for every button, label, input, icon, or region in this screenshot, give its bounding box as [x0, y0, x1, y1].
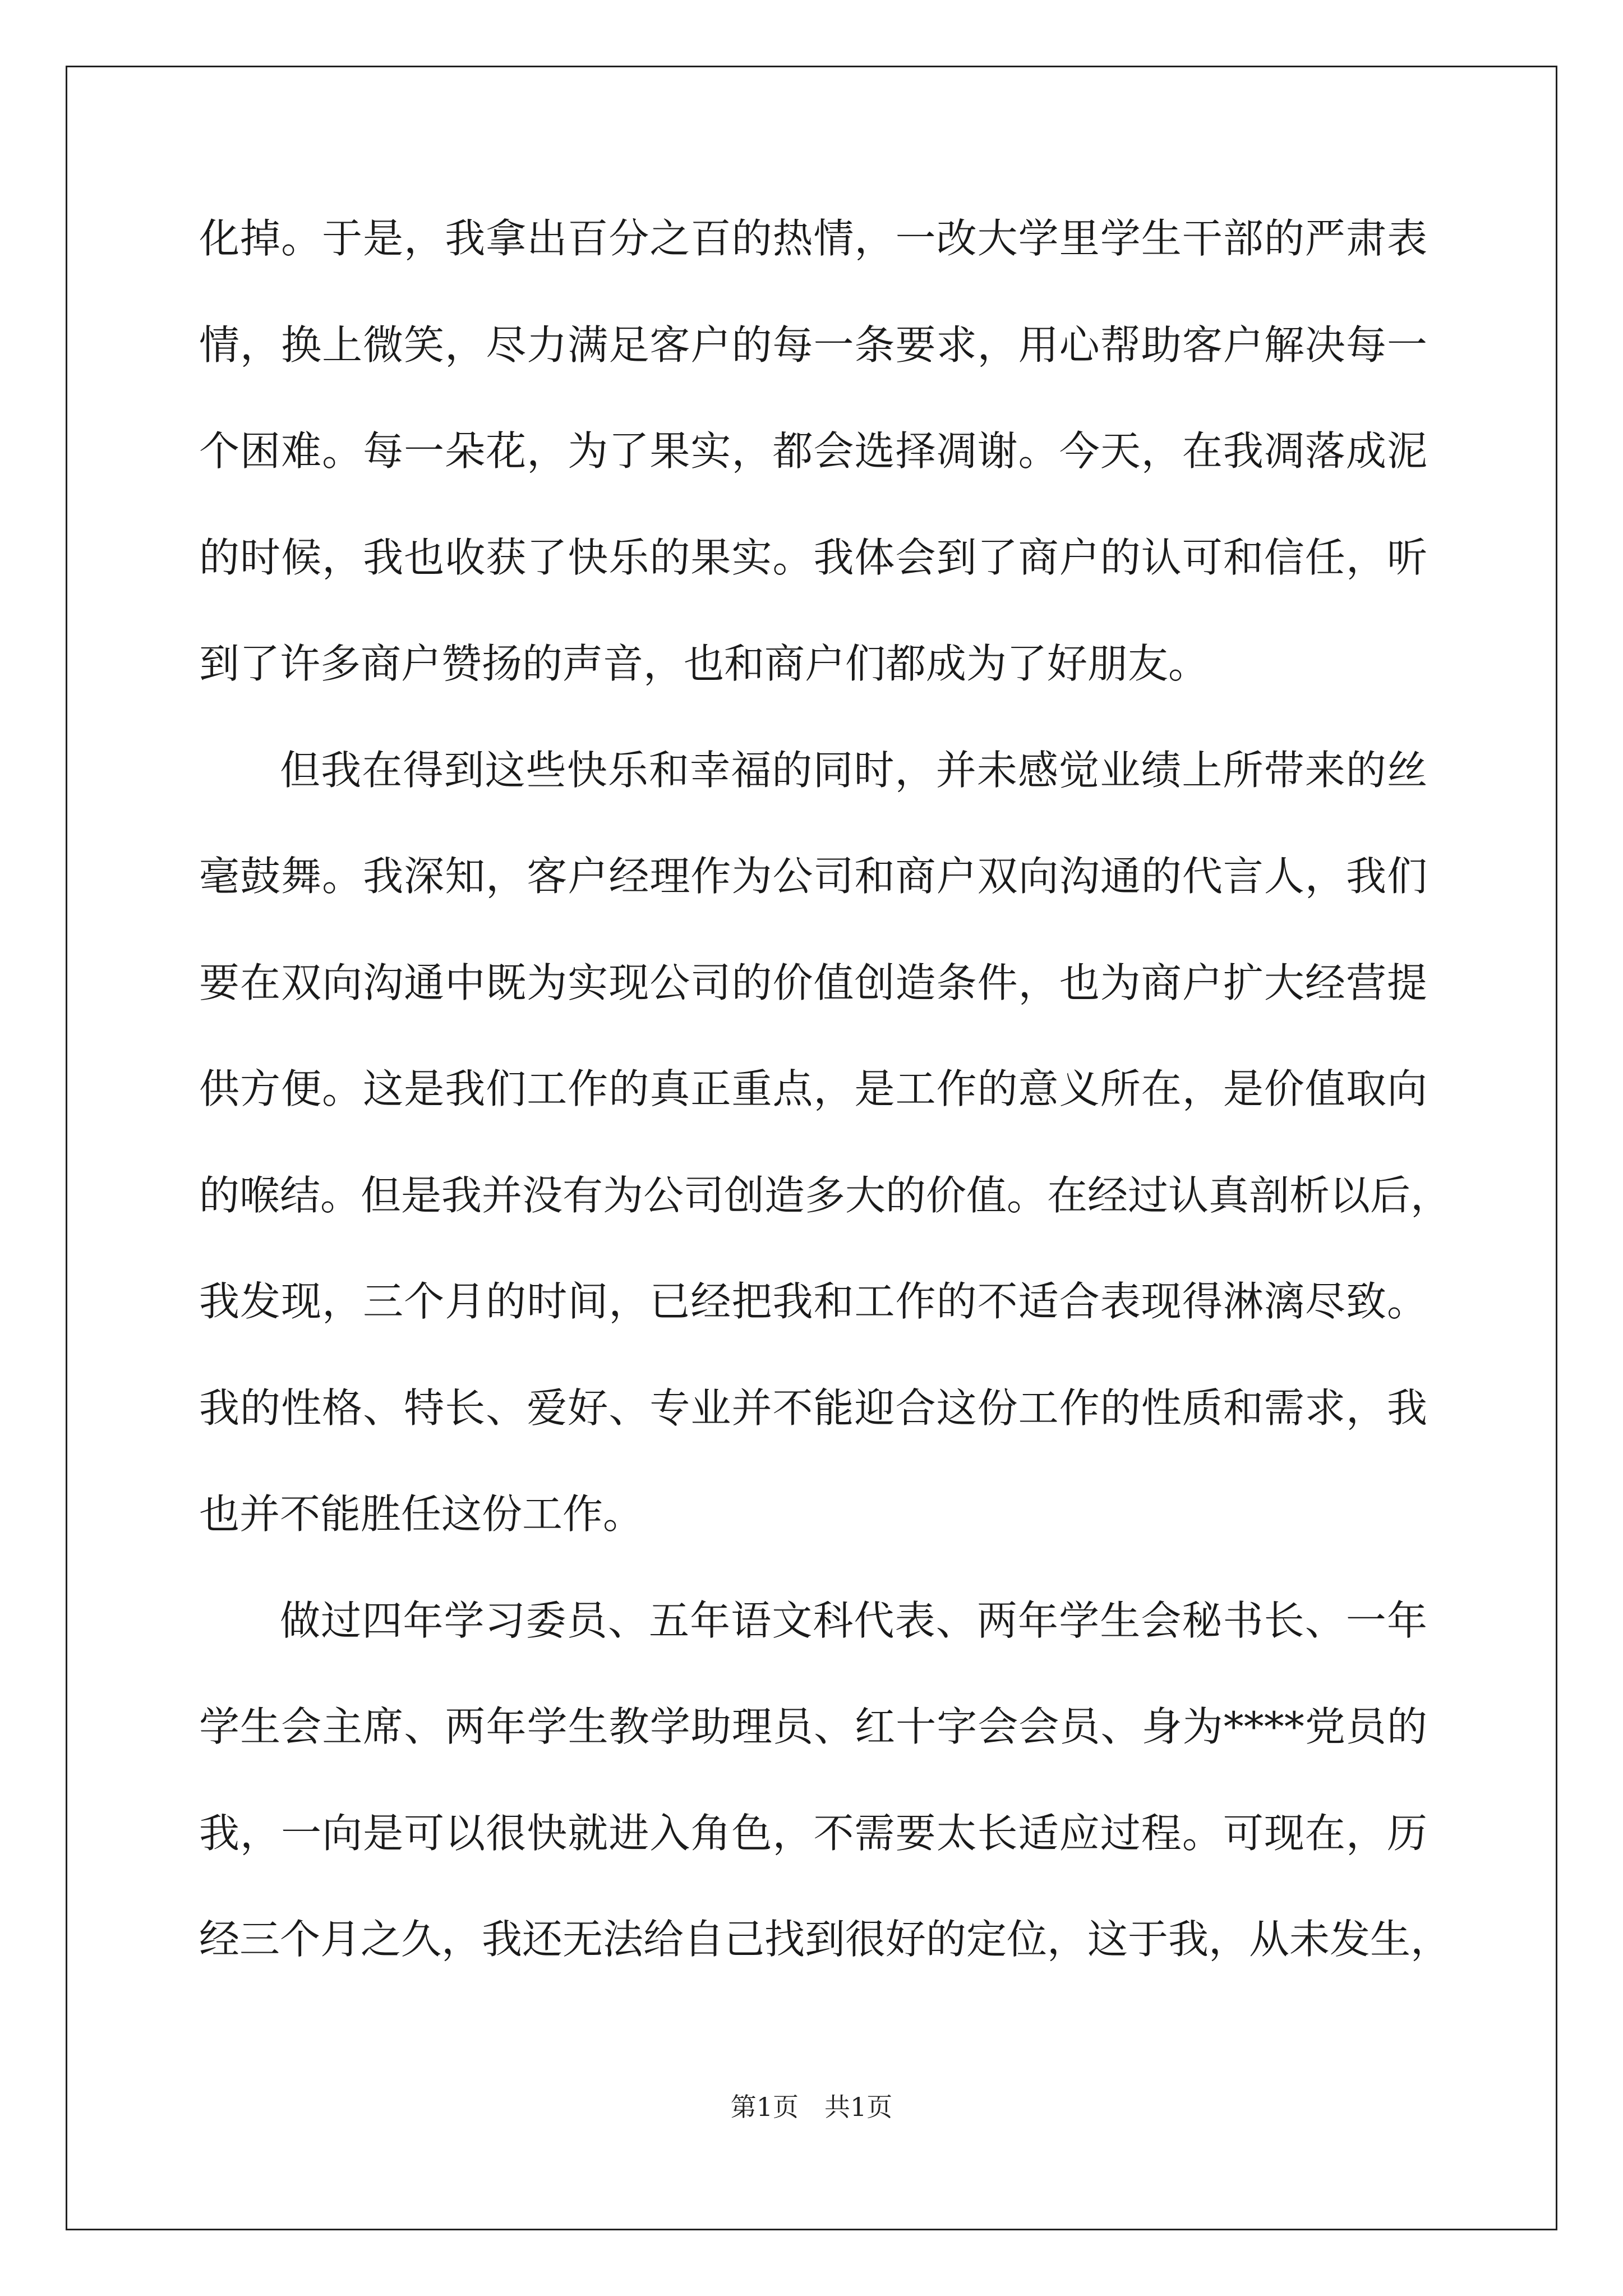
text-line: 我的性格、特长、爱好、专业并不能迎合这份工作的性质和需求，我	[199, 1384, 1427, 1432]
text-line: 化掉。于是，我拿出百分之百的热情，一改大学里学生干部的严肃表	[199, 215, 1427, 262]
text-line: 到了许多商户赞扬的声音，也和商户们都成为了好朋友。	[199, 640, 1209, 687]
text-line: 要在双向沟通中既为实现公司的价值创造条件，也为商户扩大经营提	[199, 959, 1427, 1006]
text-line: 情，换上微笑，尽力满足客户的每一条要求，用心帮助客户解决每一	[199, 321, 1427, 369]
text-line: 的时候，我也收获了快乐的果实。我体会到了商户的认可和信任，听	[199, 533, 1427, 581]
text-line: 也并不能胜任这份工作。	[199, 1490, 644, 1538]
text-line: 做过四年学习委员、五年语文科代表、两年学生会秘书长、一年	[280, 1596, 1427, 1644]
page-footer	[0, 2087, 1623, 2124]
text-line: 但我在得到这些快乐和幸福的同时，并未感觉业绩上所带来的丝	[280, 746, 1427, 794]
text-line: 的喉结。但是我并没有为公司创造多大的价值。在经过认真剖析以后，	[199, 1171, 1451, 1219]
document-body	[199, 213, 1451, 2021]
text-line: 我发现，三个月的时间，已经把我和工作的不适合表现得淋漓尽致。	[199, 1278, 1427, 1325]
text-line: 经三个月之久，我还无法给自己找到很好的定位，这于我，从未发生，	[199, 1916, 1451, 1963]
text-line: 学生会主席、两年学生教学助理员、红十字会会员、身为****党员的	[199, 1703, 1427, 1750]
text-line: 供方便。这是我们工作的真正重点，是工作的意义所在，是价值取向	[199, 1065, 1427, 1112]
text-line: 个困难。每一朵花，为了果实，都会选择凋谢。今天，在我凋落成泥	[199, 427, 1427, 475]
page-number-label: 第1页 共1页	[730, 2092, 893, 2122]
text-line: 我，一向是可以很快就进入角色，不需要太长适应过程。可现在，历	[199, 1809, 1427, 1857]
text-line: 毫鼓舞。我深知，客户经理作为公司和商户双向沟通的代言人，我们	[199, 853, 1427, 900]
